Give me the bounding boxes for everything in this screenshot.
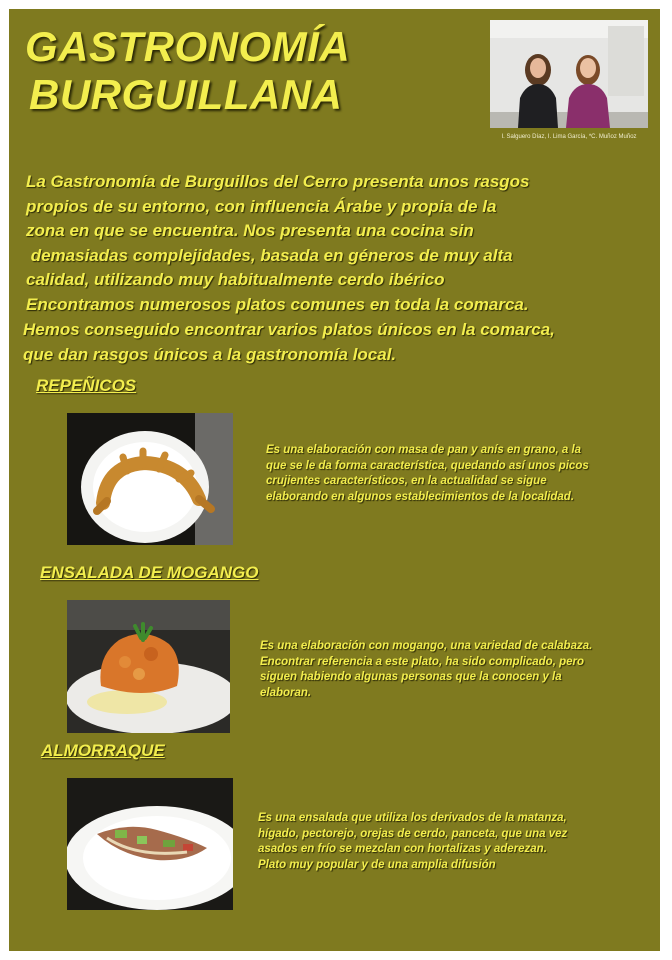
intro-line: Encontramos numerosos platos comunes en toda la comarca. bbox=[26, 294, 529, 314]
intro-line: demasiadas complejidades, basada en géneros de muy alta bbox=[26, 245, 513, 265]
intro-line: zona en que se encuentra. Nos presenta una cocina sin bbox=[26, 221, 474, 240]
intro-paragraph bbox=[26, 170, 646, 317]
dish-title-almorraque: ALMORRAQUE bbox=[41, 741, 165, 760]
intro-line: La Gastronomía de Burguillos del Cerro presenta unos rasgos bbox=[26, 172, 530, 191]
dish-title-ensalada-mogango: ENSALADA DE MOGANGO bbox=[40, 563, 259, 582]
authors-photo bbox=[490, 20, 648, 128]
dish-description-almorraque: Es una ensalada que utiliza los derivados de la matanza, hígado, pectorejo, orejas de cerdo, panceta, que una vez asados en frío se mezclan con hortalizas y aderezan. Plato muy popular y de una amplia difusión bbox=[258, 812, 568, 871]
intro-paragraph-2 bbox=[23, 318, 653, 367]
title-line-1: GASTRONOMÍA bbox=[25, 23, 351, 70]
poster-title bbox=[25, 23, 350, 119]
dish-description-repenicos: Es una elaboración con masa de pan y anís en grano, a la que se le da forma característica, quedando así unos picos crujientes característicos, en la actualidad se sigue elaborando en algunos establecimientos de la localidad. bbox=[266, 444, 589, 503]
intro-line: calidad, utilizando muy habitualmente cerdo ibérico bbox=[26, 270, 445, 289]
repenicos-photo bbox=[67, 413, 233, 545]
intro-line: propios de su entorno, con influencia Árabe y propia de la bbox=[26, 196, 497, 216]
almorraque-photo bbox=[67, 778, 233, 910]
poster bbox=[9, 9, 660, 951]
intro2-line: Hemos conseguido encontrar varios platos únicos en la comarca, bbox=[23, 320, 555, 339]
dish-description-ensalada-mogango: Es una elaboración con mogango, una variedad de calabaza. Encontrar referencia a este plato, ha sido complicado, pero siguen habiendo algunas personas que la conocen y la elaboran. bbox=[260, 640, 593, 699]
ensalada-mogango-photo bbox=[67, 600, 230, 733]
title-line-2: BURGUILLANA bbox=[29, 71, 343, 118]
photo-credit: I. Salguero Díaz, I. Lima García, *C. Muñoz Muñoz bbox=[501, 134, 637, 140]
intro2-line: que dan rasgos únicos a la gastronomía local. bbox=[23, 344, 397, 364]
dish-title-repenicos: REPEÑICOS bbox=[36, 376, 137, 395]
